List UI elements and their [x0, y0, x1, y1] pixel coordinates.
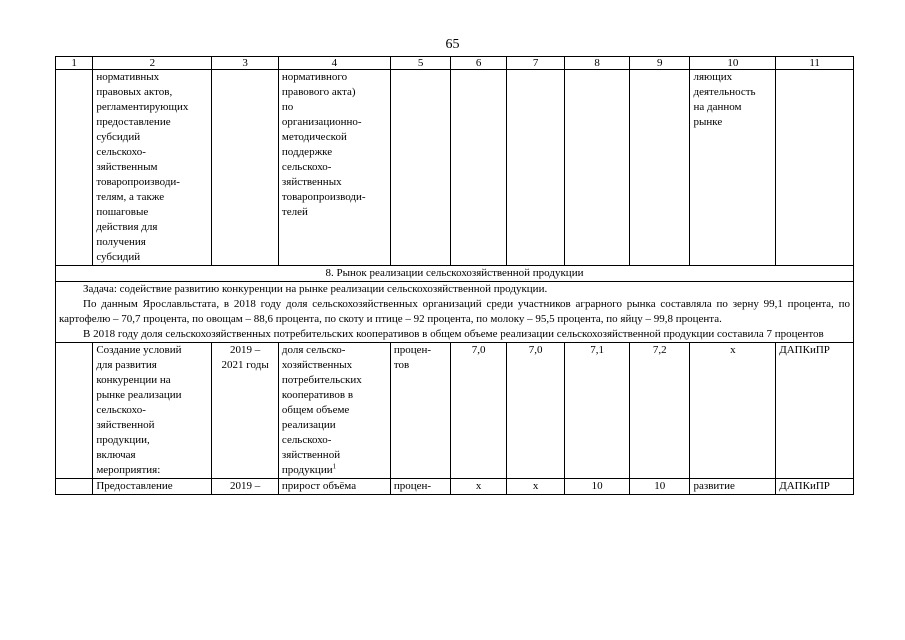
cell-unit: процен- тов: [390, 343, 451, 479]
cell-responsible: ДАПКиПР: [776, 343, 854, 479]
cell-result: развитие: [690, 479, 776, 495]
cell-period: 2019 – 2021 годы: [212, 343, 279, 479]
task-paragraph-1: По данным Ярославльстата, в 2018 году доля сельскохозяйственных организаций среди участников аграрного рынка составляла по зерну 99,1 процента, по картофелю – 70,7 процента, по овощам – 88,6 процента, по скоту и птице – 92 процента, по молоку – 95,5 процента, по яйцу – 99,8 процента.: [59, 298, 850, 325]
cell-value: 10: [629, 479, 690, 495]
program-table: [55, 56, 854, 495]
cell-period: 2019 –: [212, 479, 279, 495]
cell-value: 7,1: [565, 343, 630, 479]
cell-responsible: ДАПКиПР: [776, 479, 854, 495]
cell: [451, 70, 506, 266]
cell: [56, 70, 93, 266]
column-numbers-row: [56, 57, 854, 70]
cell-measure: Предоставление: [93, 479, 212, 495]
section-title: 8. Рынок реализации сельскохозяйственной продукции: [56, 266, 854, 282]
col-num-3: 3: [212, 57, 279, 70]
cell-value: 7,2: [629, 343, 690, 479]
footnote-mark: 1: [332, 462, 337, 471]
col-num-4: 4: [278, 57, 390, 70]
cell-result: ляющих деятельность на данном рынке: [690, 70, 776, 266]
col-num-1: 1: [56, 57, 93, 70]
cell-value: 7,0: [506, 343, 565, 479]
page-number: 65: [445, 37, 460, 52]
col-num-11: 11: [776, 57, 854, 70]
cell: [212, 70, 279, 266]
cell-value: х: [506, 479, 565, 495]
cell-value: 7,0: [451, 343, 506, 479]
cell: [56, 479, 93, 495]
col-num-6: 6: [451, 57, 506, 70]
cell: [506, 70, 565, 266]
cell-measure: нормативных правовых актов, регламентирующих предоставление субсидий сельскохо- зяйственным товаропроизводи- телям, а также пошаговые действия для получения субсидий: [93, 70, 212, 266]
cell: [776, 70, 854, 266]
col-num-5: 5: [390, 57, 451, 70]
section-title-row: [56, 266, 854, 282]
col-num-7: 7: [506, 57, 565, 70]
col-num-9: 9: [629, 57, 690, 70]
col-num-8: 8: [565, 57, 630, 70]
task-row: [56, 282, 854, 343]
table-row-create: [56, 343, 854, 479]
col-num-2: 2: [93, 57, 212, 70]
task-block: [56, 282, 854, 343]
task-paragraph-2: В 2018 году доля сельскохозяйственных потребительских кооперативов в общем объеме реализации сельскохозяйственной продукции составила 7 процентов: [83, 328, 824, 340]
table-row-provide: [56, 479, 854, 495]
cell: [629, 70, 690, 266]
cell: [390, 70, 451, 266]
cell-indicator: прирост объёма: [278, 479, 390, 495]
cell-indicator: нормативного правового акта) по организационно- методической поддержке сельскохо- зяйственных товаропроизводи- телей: [278, 70, 390, 266]
cell-result: х: [690, 343, 776, 479]
cell-value: х: [451, 479, 506, 495]
col-num-10: 10: [690, 57, 776, 70]
table-row-continued: [56, 70, 854, 266]
cell-measure: Создание условий для развития конкуренции на рынке реализации сельскохо- зяйственной продукции, включая мероприятия:: [93, 343, 212, 479]
cell: [56, 343, 93, 479]
cell: [565, 70, 630, 266]
cell-indicator: [278, 343, 390, 479]
cell-value: 10: [565, 479, 630, 495]
cell-unit: процен-: [390, 479, 451, 495]
task-line: Задача: содействие развитию конкуренции на рынке реализации сельскохозяйственной продукции.: [83, 283, 548, 295]
indicator-text: доля сельско- хозяйственных потребительских кооперативов в общем объеме реализации сельскохо- зяйственной продукции: [281, 344, 362, 476]
